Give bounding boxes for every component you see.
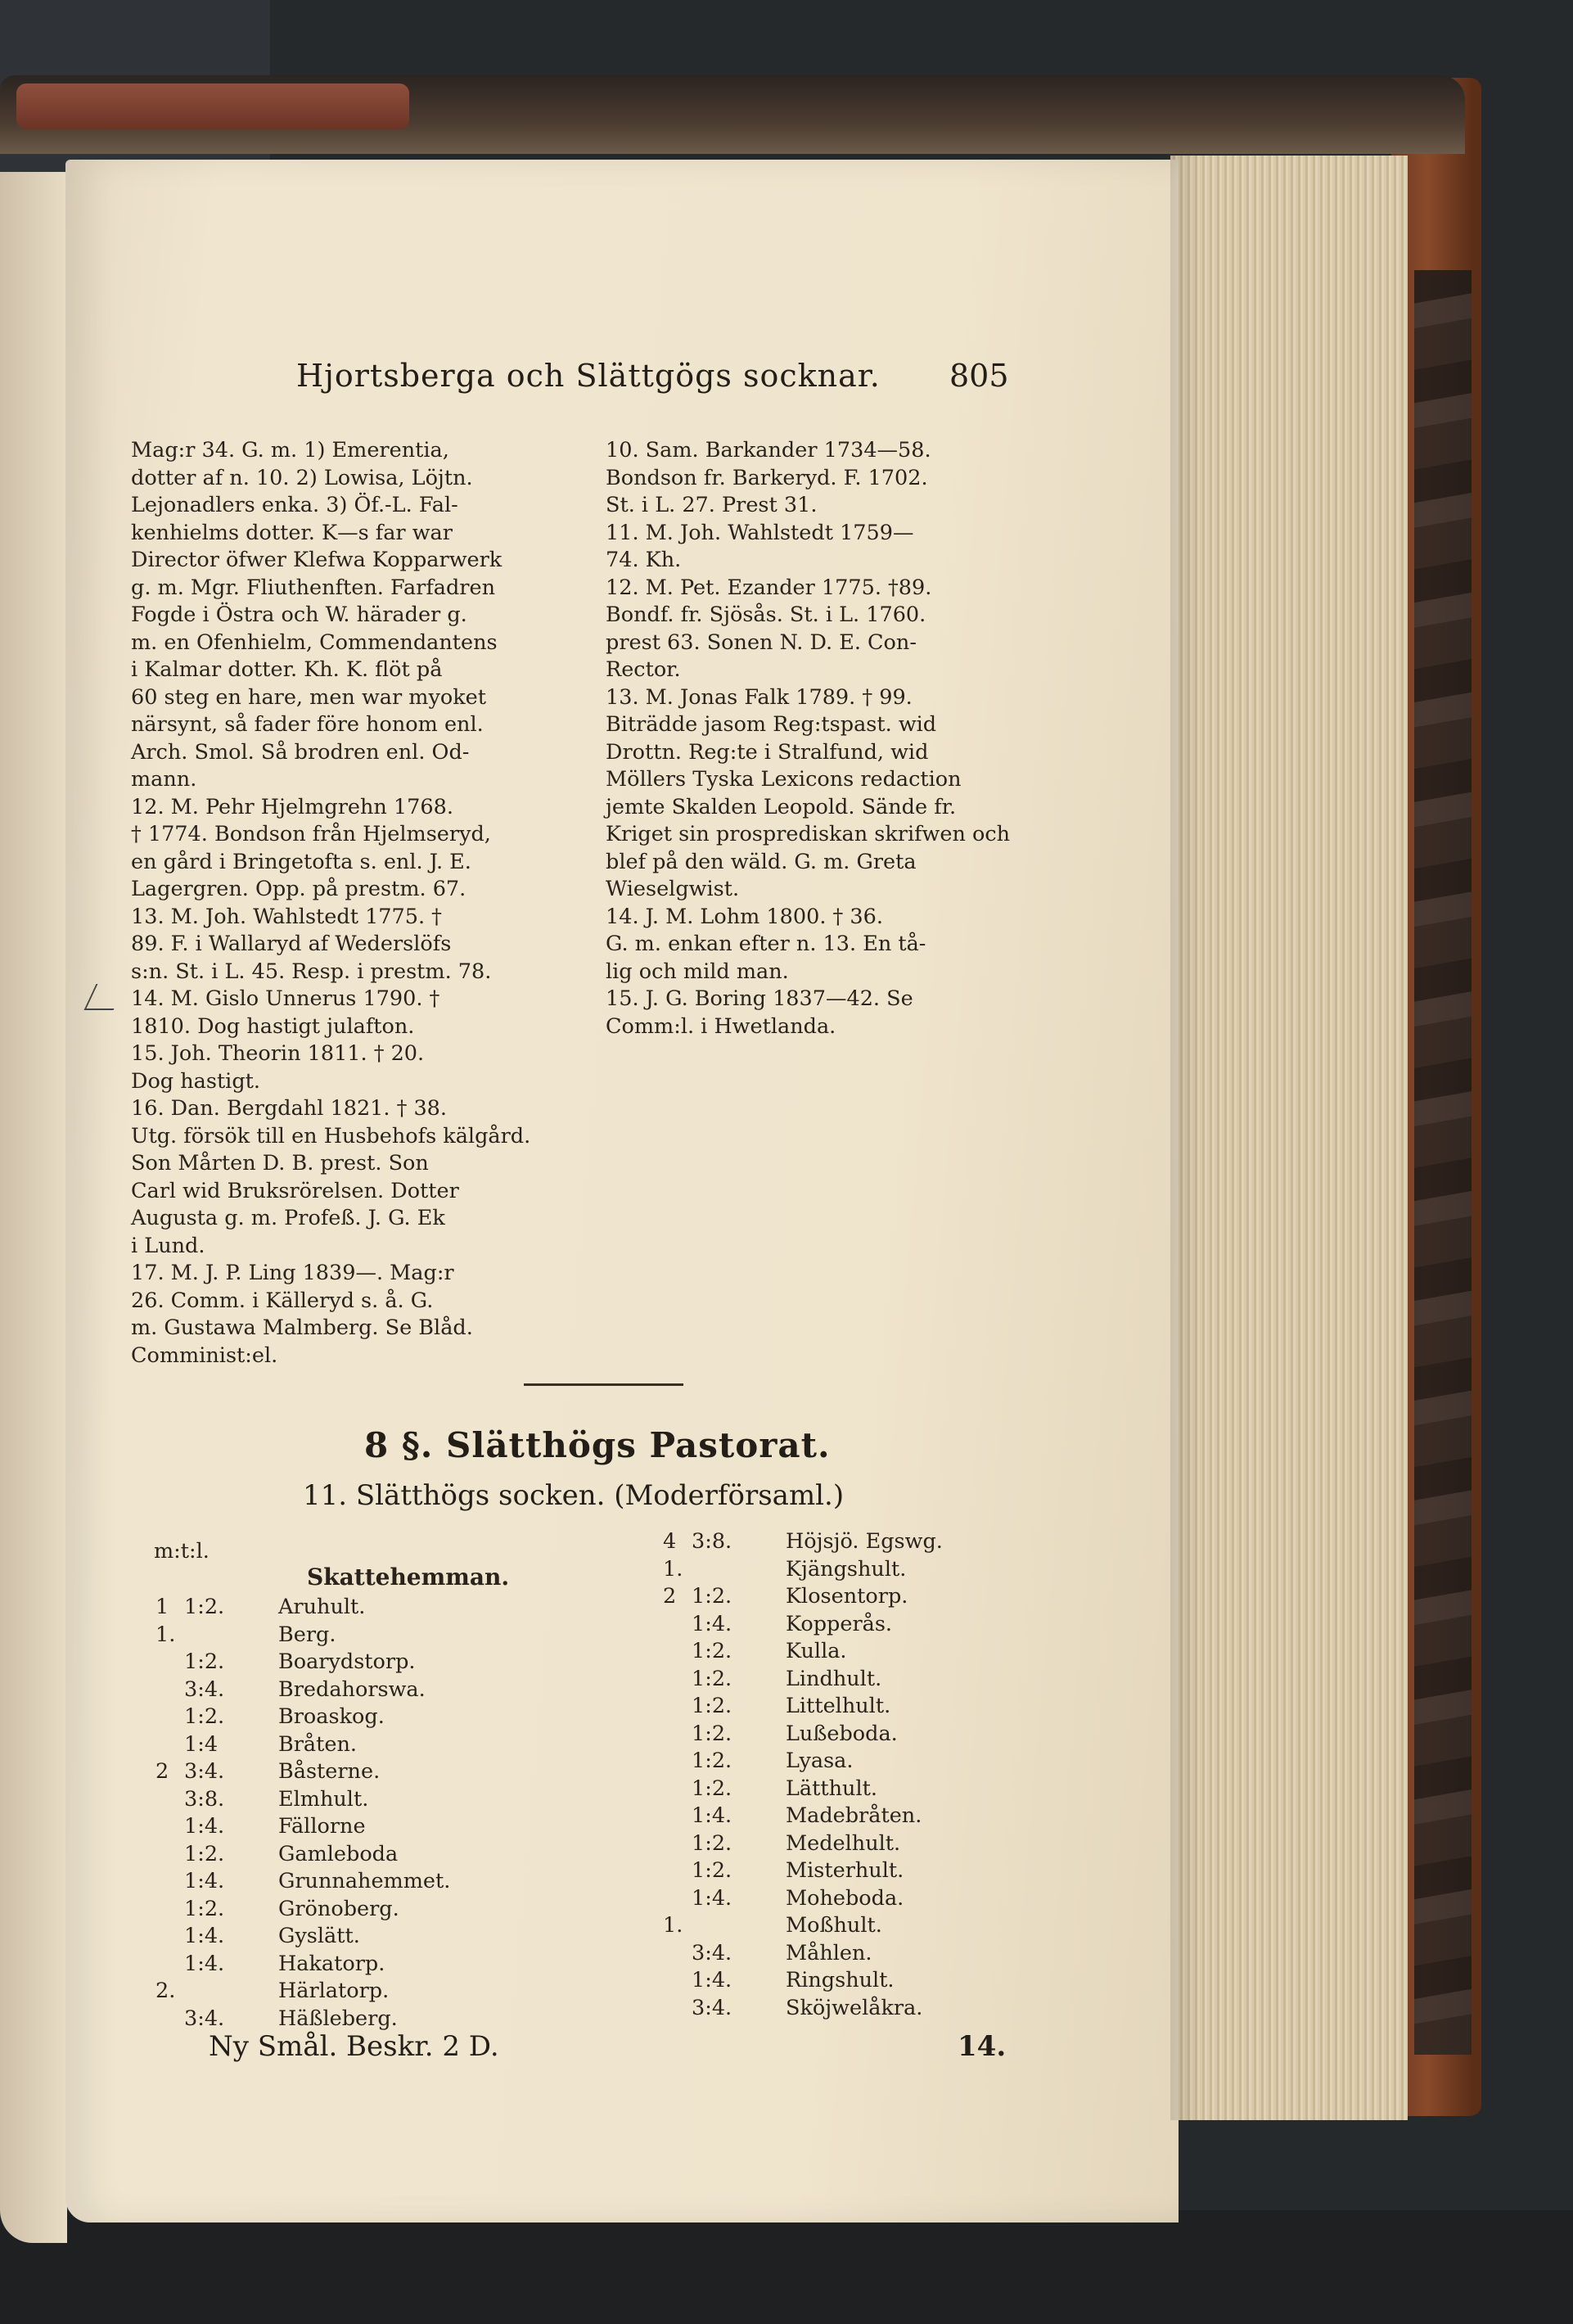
- table-cell-name: Kulla.: [786, 1639, 847, 1663]
- table-cell-name: Grönoberg.: [278, 1896, 399, 1921]
- text-line: Arch. Smol. Så brodren enl. Od-: [131, 739, 470, 765]
- text-line: 16. Dan. Bergdahl 1821. † 38.: [131, 1096, 448, 1121]
- running-header: Hjortsberga och Slättgögs socknar.: [296, 358, 881, 394]
- table-cell-count: 1: [155, 1595, 169, 1619]
- table-cell-name: Kjängshult.: [786, 1556, 907, 1582]
- table-cell-name: Moßhult.: [786, 1913, 882, 1938]
- text-line: Mag:r 34. G. m. 1) Emerentia,: [131, 438, 449, 463]
- text-line: Wieselgwist.: [606, 877, 740, 901]
- table-cell-name: Häßleberg.: [278, 2006, 398, 2031]
- table-cell-fraction: 1:2.: [692, 1666, 732, 1691]
- text-line: m. Gustawa Malmberg. Se Blåd.: [131, 1315, 473, 1340]
- table-cell-name: Bredahorswa.: [278, 1676, 426, 1702]
- text-line: Director öfwer Klefwa Kopparwerk: [131, 548, 503, 572]
- table-cell-name: Hakatorp.: [278, 1951, 385, 1976]
- page-shadow: [1170, 156, 1203, 2120]
- table-cell-fraction: 1:2.: [692, 1694, 732, 1718]
- text-line: 10. Sam. Barkander 1734—58.: [606, 438, 931, 463]
- text-line: Dog hastigt.: [131, 1068, 261, 1094]
- table-cell-name: Gamleboda: [278, 1841, 399, 1866]
- table-cell-fraction: 1:4.: [692, 1803, 732, 1828]
- mtl-label: m:t:l.: [154, 1539, 210, 1564]
- table-cell-name: Lätthult.: [786, 1776, 877, 1801]
- signature-number: 14.: [958, 2030, 1007, 2063]
- text-line: prest 63. Sonen N. D. E. Con-: [606, 630, 917, 655]
- text-line: 1810. Dog hastigt julafton.: [131, 1013, 415, 1039]
- table-cell-name: Lußeboda.: [786, 1721, 898, 1746]
- table-cell-fraction: 1:2.: [692, 1749, 732, 1773]
- table-cell-name: Aruhult.: [278, 1595, 366, 1619]
- table-cell-fraction: 1:2.: [692, 1721, 732, 1746]
- table-cell-fraction: 1:2.: [184, 1896, 225, 1921]
- table-cell-fraction: 1:2.: [184, 1704, 225, 1729]
- text-line: Carl wid Bruksrörelsen. Dotter: [131, 1178, 459, 1203]
- table-cell-name: Medelhult.: [786, 1830, 901, 1856]
- table-cell-name: Boarydstorp.: [278, 1649, 416, 1674]
- table-cell-fraction: 1:2.: [692, 1858, 732, 1883]
- table-cell-count: 2.: [155, 1979, 176, 2003]
- table-cell-name: Ringshult.: [786, 1968, 895, 1992]
- text-line: närsynt, så fader före honom enl.: [131, 712, 484, 737]
- table-cell-fraction: 3:4.: [184, 1676, 225, 1702]
- text-line: Biträdde jasom Reg:tspast. wid: [606, 712, 937, 737]
- table-cell-name: Elmhult.: [278, 1786, 369, 1812]
- section-subtitle: 11. Slätthögs socken. (Moderförsaml.): [303, 1479, 845, 1512]
- text-line: Augusta g. m. Profeß. J. G. Ek: [131, 1206, 445, 1230]
- text-line: mann.: [131, 767, 197, 792]
- table-cell-name: Madebråten.: [786, 1803, 922, 1828]
- text-line: 14. M. Gislo Unnerus 1790. †: [131, 986, 440, 1011]
- table-cell-count: 1.: [663, 1556, 683, 1582]
- section-title: 8 §. Slätthögs Pastorat.: [364, 1425, 831, 1465]
- text-line: Lagergren. Opp. på prestm. 67.: [131, 877, 466, 901]
- table-cell-fraction: 1:4.: [692, 1611, 732, 1636]
- table-cell-name: Moheboda.: [786, 1885, 904, 1911]
- text-line: Son Mårten D. B. prest. Son: [131, 1151, 429, 1176]
- text-line: 13. M. Jonas Falk 1789. † 99.: [606, 684, 913, 710]
- text-line: Fogde i Östra och W. härader g.: [131, 602, 467, 627]
- text-line: Möllers Tyska Lexicons redaction: [606, 767, 962, 792]
- table-cell-fraction: 1:4.: [184, 1869, 225, 1893]
- table-cell-count: 2: [663, 1584, 677, 1609]
- table-cell-name: Kopperås.: [786, 1611, 893, 1636]
- table-cell-name: Littelhult.: [786, 1694, 891, 1718]
- text-line: 89. F. i Wallaryd af Wederslöfs: [131, 932, 452, 956]
- text-line: Comminist:el.: [131, 1343, 278, 1368]
- text-line: Bondson fr. Barkeryd. F. 1702.: [606, 465, 928, 490]
- table-cell-fraction: 1:4.: [184, 1951, 225, 1976]
- table-cell-fraction: 1:2.: [692, 1639, 732, 1663]
- text-line: jemte Skalden Leopold. Sände fr.: [606, 794, 957, 819]
- table-cell-name: Lindhult.: [786, 1666, 882, 1691]
- text-line: i Lund.: [131, 1233, 205, 1258]
- table-cell-count: 1.: [663, 1913, 683, 1938]
- page-number: 805: [949, 358, 1009, 394]
- printer-signature: Ny Smål. Beskr. 2 D.: [209, 2030, 499, 2063]
- text-line: Utg. försök till en Husbehofs kälgård.: [131, 1123, 531, 1148]
- table-cell-count: 2: [155, 1759, 169, 1784]
- table-cell-fraction: 3:4.: [692, 1995, 732, 2020]
- table-cell-fraction: 3:4.: [184, 2006, 225, 2031]
- table-cell-fraction: 1:2.: [184, 1841, 225, 1866]
- text-line: Lejonadlers enka. 3) Öf.-L. Fal-: [131, 493, 458, 517]
- text-line: lig och mild man.: [606, 959, 789, 984]
- text-line: en gård i Bringetofta s. enl. J. E.: [131, 849, 471, 874]
- table-cell-name: Klosentorp.: [786, 1584, 908, 1609]
- table-cell-name: Grunnahemmet.: [278, 1869, 451, 1893]
- text-line: 12. M. Pet. Ezander 1775. †89.: [606, 575, 932, 600]
- table-cell-name: Båsterne.: [278, 1759, 381, 1784]
- text-line: g. m. Mgr. Fliuthenften. Farfadren: [131, 575, 496, 600]
- text-line: 60 steg en hare, men war myoket: [131, 684, 486, 710]
- text-line: Bondf. fr. Sjösås. St. i L. 1760.: [606, 602, 926, 627]
- table-cell-fraction: 3:8.: [692, 1529, 732, 1554]
- text-line: 74. Kh.: [606, 548, 682, 572]
- table-cell-fraction: 1:2.: [692, 1584, 732, 1609]
- text-line: Rector.: [606, 657, 681, 682]
- text-line: 26. Comm. i Källeryd s. å. G.: [131, 1288, 434, 1313]
- text-line: † 1774. Bondson från Hjelmseryd,: [131, 822, 491, 846]
- table-cell-name: Berg.: [278, 1622, 336, 1647]
- table-cell-count: 4: [663, 1529, 677, 1554]
- table-cell-fraction: 1:2.: [184, 1595, 225, 1619]
- text-line: s:n. St. i L. 45. Resp. i prestm. 78.: [131, 959, 492, 984]
- group-heading: Skattehemman.: [307, 1564, 510, 1591]
- text-line: 11. M. Joh. Wahlstedt 1759—: [606, 520, 914, 545]
- table-cell-name: Bråten.: [278, 1731, 357, 1757]
- text-line: St. i L. 27. Prest 31.: [606, 493, 818, 517]
- text-line: Kriget sin prosprediskan skrifwen och: [606, 822, 1011, 846]
- table-cell-fraction: 1:4.: [184, 1924, 225, 1948]
- table-cell-fraction: 1:4.: [692, 1885, 732, 1911]
- table-cell-name: Fällorne: [278, 1814, 366, 1839]
- text-line: 12. M. Pehr Hjelmgrehn 1768.: [131, 794, 453, 819]
- left-page-leaf: [0, 172, 67, 2243]
- text-line: 14. J. M. Lohm 1800. † 36.: [606, 904, 883, 929]
- page-edges: [1170, 156, 1408, 2120]
- table-cell-fraction: 1:4: [184, 1731, 219, 1757]
- table-cell-fraction: 3:8.: [184, 1786, 225, 1812]
- text-line: G. m. enkan efter n. 13. En tå-: [606, 932, 926, 956]
- text-line: i Kalmar dotter. Kh. K. flöt på: [131, 657, 443, 682]
- text-line: dotter af n. 10. 2) Lowisa, Löjtn.: [131, 465, 473, 490]
- text-line: Comm:l. i Hwetlanda.: [606, 1013, 836, 1039]
- table-cell-name: Broaskog.: [278, 1704, 385, 1729]
- table-cell-fraction: 1:2.: [692, 1830, 732, 1856]
- table-cell-fraction: 1:2.: [184, 1649, 225, 1674]
- headband: [16, 83, 409, 129]
- text-line: Drottn. Reg:te i Stralfund, wid: [606, 739, 929, 765]
- table-cell-name: Misterhult.: [786, 1858, 904, 1883]
- table-cell-name: Härlatorp.: [278, 1979, 390, 2003]
- table-cell-fraction: 3:4.: [184, 1759, 225, 1784]
- text-line: kenhielms dotter. K—s far war: [131, 520, 453, 545]
- table-cell-name: Höjsjö. Egswg.: [786, 1529, 943, 1554]
- table-cell-count: 1.: [155, 1622, 176, 1647]
- text-line: 15. Joh. Theorin 1811. † 20.: [131, 1041, 425, 1066]
- table-cell-name: Sköjwelåkra.: [786, 1995, 923, 2020]
- table-cell-fraction: 1:2.: [692, 1776, 732, 1801]
- table-cell-name: Gyslätt.: [278, 1924, 360, 1948]
- text-line: m. en Ofenhielm, Commendantens: [131, 630, 498, 655]
- section-divider: [524, 1383, 683, 1386]
- table-cell-fraction: 3:4.: [692, 1940, 732, 1965]
- text-line: blef på den wäld. G. m. Greta: [606, 849, 917, 874]
- text-line: 13. M. Joh. Wahlstedt 1775. †: [131, 904, 442, 929]
- text-line: 15. J. G. Boring 1837—42. Se: [606, 986, 913, 1011]
- table-cell-fraction: 1:4.: [692, 1968, 732, 1992]
- table-cell-fraction: 1:4.: [184, 1814, 225, 1839]
- table-cell-name: Måhlen.: [786, 1940, 872, 1965]
- marbled-edge: [1414, 270, 1472, 2055]
- background-bottom: [0, 2210, 1573, 2324]
- text-line: 17. M. J. P. Ling 1839—. Mag:r: [131, 1261, 454, 1285]
- table-cell-name: Lyasa.: [786, 1749, 854, 1773]
